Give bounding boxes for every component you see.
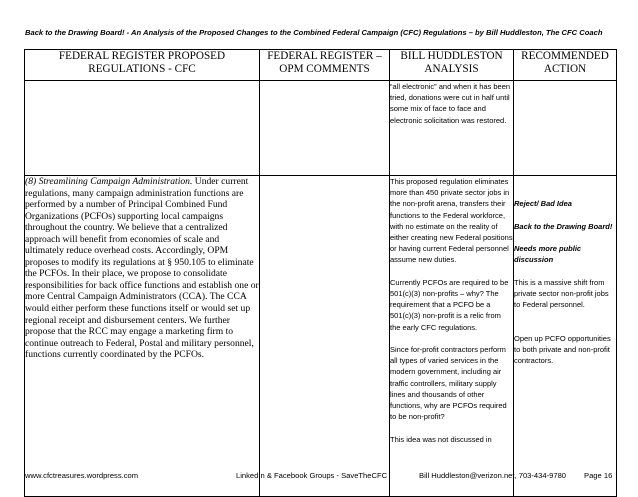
action-public-discussion-label: Needs more public discussion — [514, 244, 582, 265]
table-header-row — [25, 50, 617, 81]
row2-analysis-cell — [390, 176, 514, 497]
table-row — [25, 81, 617, 176]
regulation-section-label: (8) Streamlining Campaign Administration. — [25, 176, 193, 187]
footer-social: LinkedIn & Facebook Groups - SaveTheCFC — [236, 471, 388, 480]
row1-analysis-text: “all electronic” and when it has been tried, donations were cut in half until some mix of face to face and electronic solicitation was restored. — [390, 82, 511, 125]
footer-page-number: Page 16 — [584, 471, 613, 480]
action-drawing-board-label: Back to the Drawing Board! — [514, 221, 613, 231]
row1-regulation-cell — [25, 81, 260, 176]
regulations-table — [24, 49, 617, 497]
column-header-analysis: BILL HUDDLESTON ANALYSIS — [390, 50, 514, 81]
action-reject-label: Reject/ Bad Idea — [514, 199, 572, 209]
action-paragraph: This is a massive shift from private sector non-profit jobs to Federal personnel. — [514, 277, 609, 310]
analysis-paragraph: Currently PCFOs are required to be 501(c)(3) non-profits – why? The requirement that a PCFO be a 501(c)(3) non-profit is a relic from the early CFC regulations. — [390, 277, 509, 332]
document-header: Back to the Drawing Board! - An Analysis of the Proposed Changes to the Combined Federal Campaign (CFC) Regulations – by Bill Huddleston, The CFC Coach — [25, 28, 603, 37]
row2-action-cell — [514, 176, 617, 497]
row1-action-cell — [514, 81, 617, 176]
footer-website: www.cfctreasures.wordpress.com — [25, 471, 139, 480]
row2-opm-comments-cell — [260, 176, 390, 497]
table-row — [25, 176, 617, 497]
regulation-section-text: Under current regulations, many campaign administration functions are performed by a number of Principal Combined Fund Organizations (PCFOs) supporting local campaigns throughout the country. We believe that a centralized approach will benefit from economies of scale and ultimately reduce overhead costs. Accordingly, OPM proposes to modify its regulations at § 950.105 to eliminate the PCFOs. In their place, we propose to consolidate responsibilities for back office functions and establish one or more Central Campaign Administrators (CCA). The CCA would either perform these functions itself or would set up regional receipt and disbursement centers. We further propose that the RCC may engage a marketing firm to continue outreach to Federal, Postal and military personnel, functions currently coordinated by the PCFOs. — [25, 176, 259, 361]
row2-regulation-cell — [25, 176, 260, 497]
column-header-recommended-action: RECOMMENDED ACTION — [514, 50, 617, 81]
analysis-paragraph: This proposed regulation eliminates more than 450 private sector jobs in the non-profit arena, transfers their functions to the Federal workforce, with no estimate on the reality of either creating new Federal positions or having current Federal personnel assume new duties. — [390, 177, 513, 265]
row1-analysis-cell — [390, 81, 514, 176]
footer-contact: Bill Huddleston@verizon.net, 703-434-9780 — [419, 471, 567, 480]
analysis-paragraph: This idea was not discussed in — [390, 434, 492, 444]
column-header-opm-comments: FEDERAL REGISTER – OPM COMMENTS — [260, 50, 390, 81]
analysis-paragraph: Since for-profit contractors perform all types of varied services in the modern government, including air traffic controllers, military supply lines and thousands of other functions, why are PCFOs required to be non-profit? — [390, 345, 507, 422]
column-header-regulations: FEDERAL REGISTER PROPOSED REGULATIONS - CFC — [25, 50, 260, 81]
row1-opm-comments-cell — [260, 81, 390, 176]
action-paragraph: Open up PCFO opportunities to both private and non-profit contractors. — [514, 333, 611, 366]
